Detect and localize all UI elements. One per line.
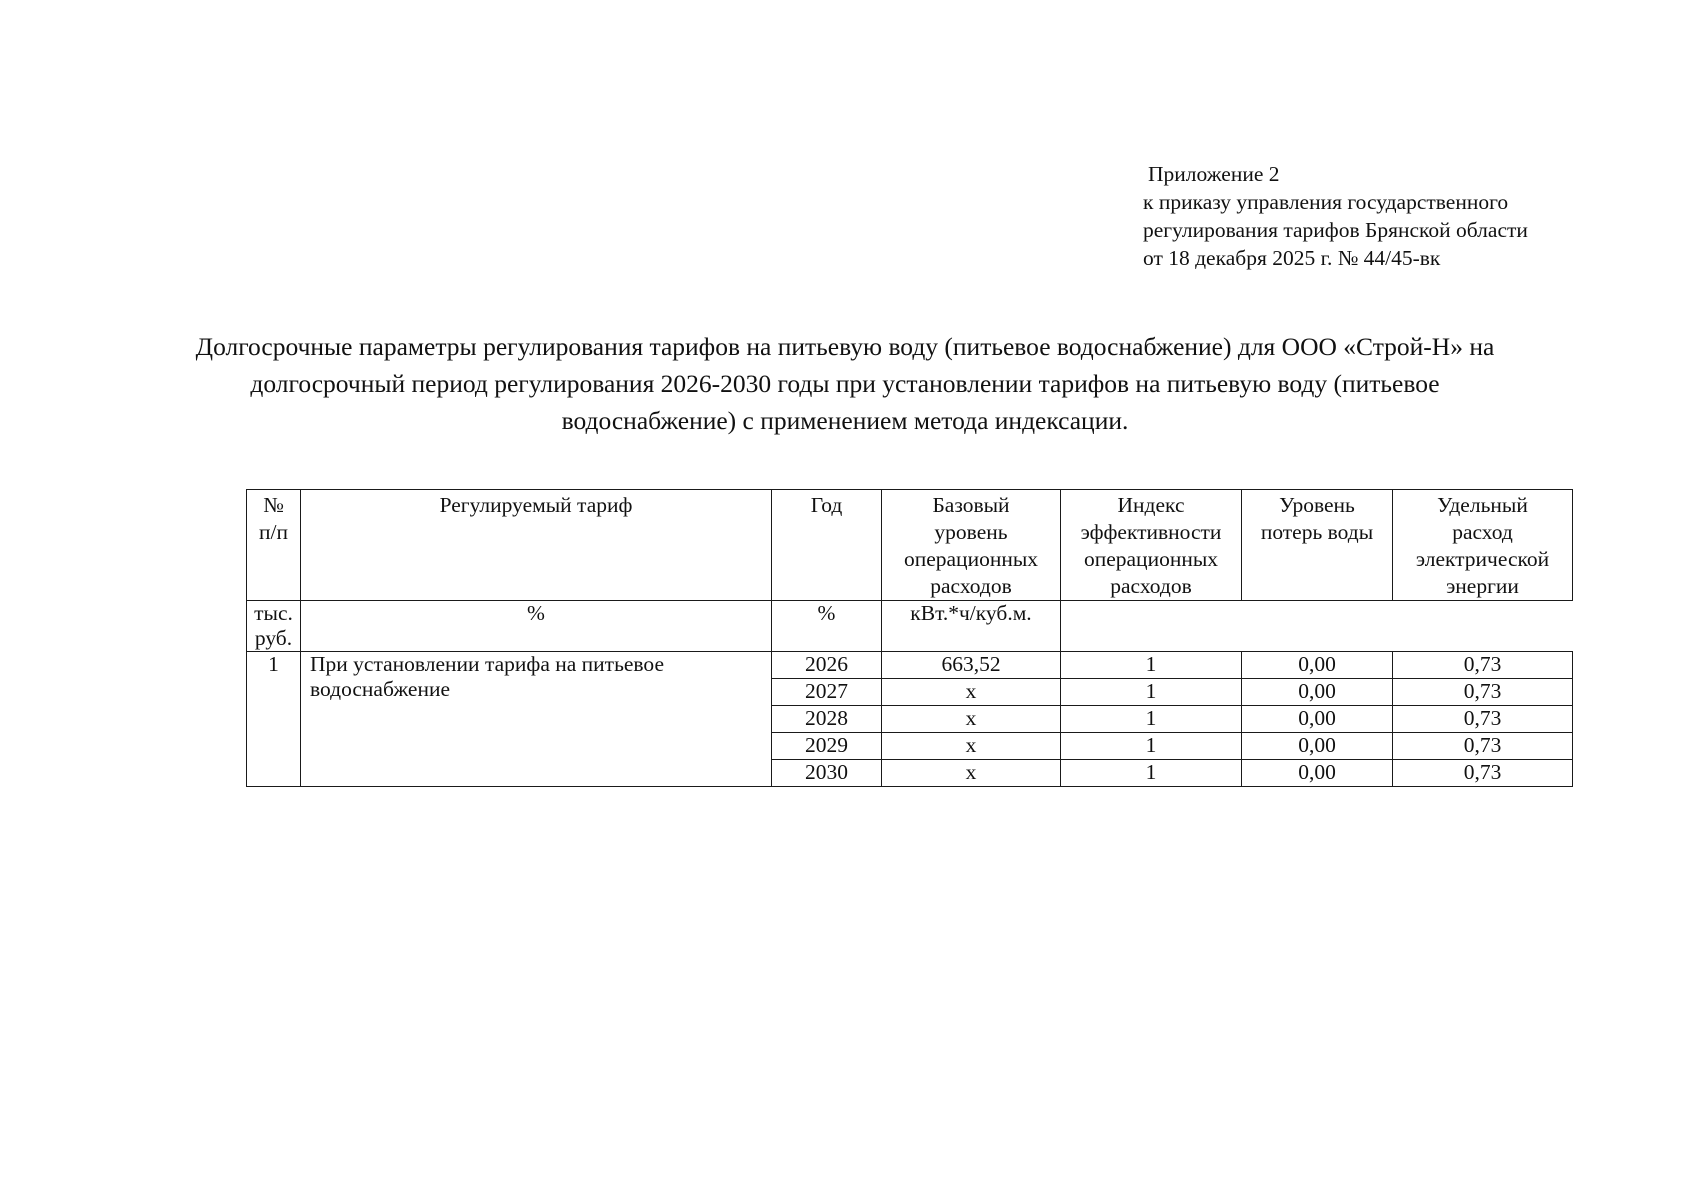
unit-efficiency-index: % — [301, 601, 772, 652]
header-line: эффективности — [1080, 520, 1222, 544]
title-line: Долгосрочные параметры регулирования тарифов на питьевую воду (питьевое водоснабжение) для ООО «Строй-Н» на — [195, 332, 1495, 361]
header-line: Базовый — [932, 493, 1010, 517]
header-line: расход — [1452, 520, 1513, 544]
cell-efficiency-index: 1 — [1061, 706, 1242, 733]
row-num: 1 — [247, 652, 301, 787]
cell-energy: 0,73 — [1393, 760, 1573, 787]
header-line: операционных — [1083, 547, 1219, 571]
cell-energy: 0,73 — [1393, 679, 1573, 706]
cell-efficiency-index: 1 — [1061, 652, 1242, 679]
header-line: Уровень — [1279, 493, 1355, 517]
cell-year: 2029 — [772, 733, 882, 760]
header-line: расходов — [1110, 574, 1192, 598]
cell-water-loss: 0,00 — [1242, 760, 1393, 787]
header-line: расходов — [930, 574, 1012, 598]
cell-base-level: х — [882, 760, 1061, 787]
appendix-line: Приложение 2 — [1148, 162, 1280, 186]
header-energy — [1393, 490, 1573, 601]
header-water-loss — [1242, 490, 1393, 601]
header-num-line: № — [263, 493, 284, 517]
parameters-table — [246, 489, 1573, 787]
header-row — [247, 490, 1573, 601]
cell-water-loss: 0,00 — [1242, 733, 1393, 760]
appendix-line: регулирования тарифов Брянской области — [1143, 218, 1528, 242]
cell-base-level: х — [882, 706, 1061, 733]
header-line: Индекс — [1117, 493, 1185, 517]
header-num — [247, 490, 301, 601]
title-line: водоснабжение) с применением метода индексации. — [561, 406, 1129, 435]
unit-water-loss: % — [772, 601, 882, 652]
cell-year: 2027 — [772, 679, 882, 706]
cell-base-level: х — [882, 679, 1061, 706]
tariff-name: При установлении тарифа на питьевое водоснабжение — [301, 652, 772, 787]
appendix-block — [1143, 160, 1643, 272]
header-line: Удельный — [1437, 493, 1528, 517]
cell-water-loss: 0,00 — [1242, 706, 1393, 733]
header-line: уровень — [934, 520, 1008, 544]
header-line: операционных — [903, 547, 1039, 571]
cell-water-loss: 0,00 — [1242, 652, 1393, 679]
units-row — [247, 601, 1573, 652]
appendix-line: к приказу управления государственного — [1143, 190, 1509, 214]
cell-efficiency-index: 1 — [1061, 679, 1242, 706]
cell-efficiency-index: 1 — [1061, 733, 1242, 760]
header-line: энергии — [1446, 574, 1519, 598]
cell-energy: 0,73 — [1393, 706, 1573, 733]
cell-efficiency-index: 1 — [1061, 760, 1242, 787]
cell-energy: 0,73 — [1393, 733, 1573, 760]
unit-energy: кВт.*ч/куб.м. — [882, 601, 1061, 652]
header-line: электрической — [1415, 547, 1550, 571]
cell-energy: 0,73 — [1393, 652, 1573, 679]
document-title — [120, 328, 1570, 439]
cell-year: 2026 — [772, 652, 882, 679]
cell-year: 2030 — [772, 760, 882, 787]
header-efficiency-index — [1061, 490, 1242, 601]
table-row — [247, 652, 1573, 679]
header-year: Год — [772, 490, 882, 601]
unit-base-level: тыс. руб. — [247, 601, 301, 652]
header-num-line: п/п — [259, 520, 288, 544]
appendix-line: от 18 декабря 2025 г. № 44/45-вк — [1143, 246, 1441, 270]
cell-base-level: 663,52 — [882, 652, 1061, 679]
header-tariff: Регулируемый тариф — [301, 490, 772, 601]
cell-year: 2028 — [772, 706, 882, 733]
cell-base-level: х — [882, 733, 1061, 760]
title-line: долгосрочный период регулирования 2026-2030 годы при установлении тарифов на питьевую воду (питьевое — [250, 369, 1440, 398]
cell-water-loss: 0,00 — [1242, 679, 1393, 706]
header-base-level — [882, 490, 1061, 601]
header-line: потерь воды — [1260, 520, 1374, 544]
